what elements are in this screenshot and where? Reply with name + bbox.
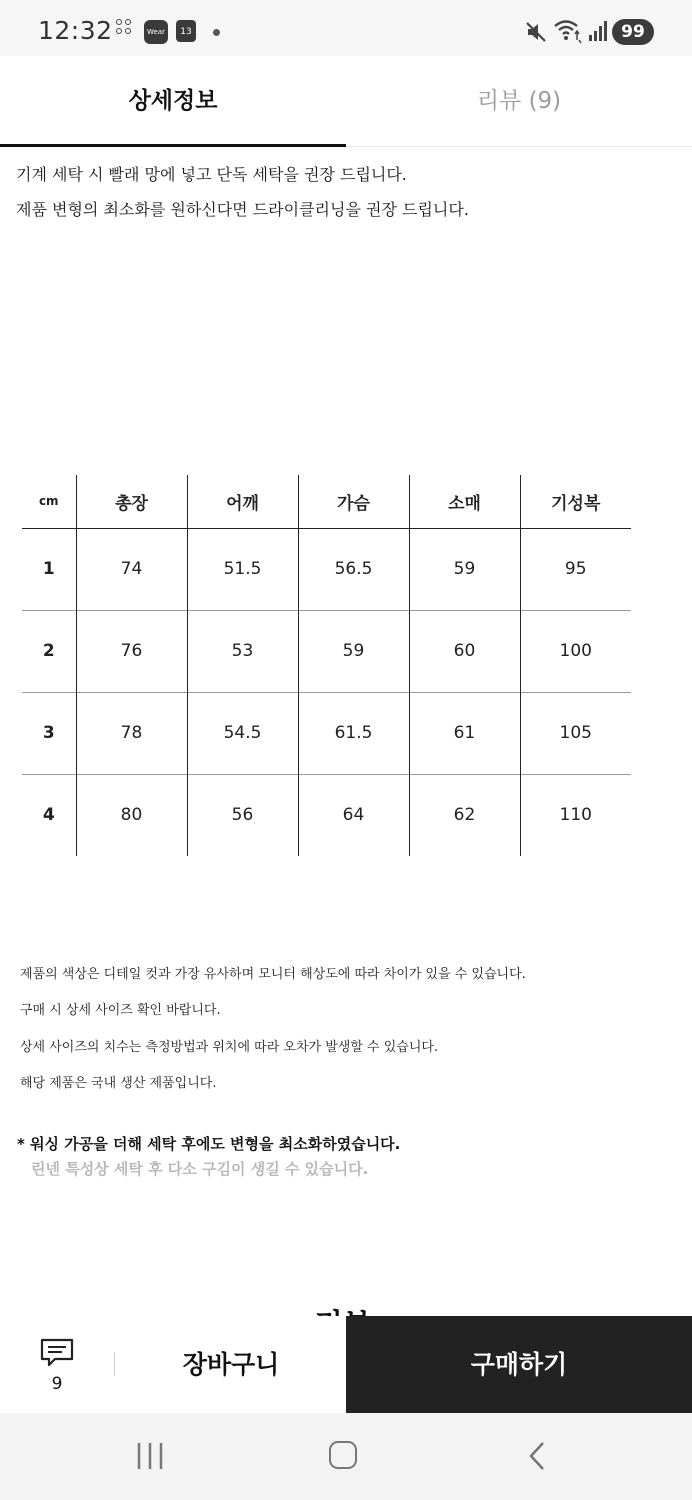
review-count: 9 [51, 1374, 63, 1394]
app-grid-icon [116, 19, 134, 37]
care-instruction: 제품 변형의 최소화를 원하신다면 드라이클리닝을 권장 드립니다. [16, 200, 469, 219]
size-table-header [22, 475, 631, 528]
table-row [22, 774, 631, 856]
table-cell: 54.5 [187, 692, 298, 774]
table-header-cell: cm [22, 475, 76, 528]
table-cell: 80 [76, 774, 187, 856]
home-icon[interactable] [329, 1441, 357, 1469]
care-instruction: 기계 세탁 시 빨래 망에 넣고 단독 세탁을 권장 드립니다. [16, 165, 407, 184]
review-button[interactable] [20, 1316, 96, 1413]
size-label: 1 [42, 559, 55, 579]
washing-subnote: 린넨 특성상 세탁 후 다소 구김이 생길 수 있습니다. [31, 1160, 369, 1178]
notification-dot-icon [213, 29, 220, 36]
product-note: 해당 제품은 국내 생산 제품입니다. [20, 1076, 217, 1091]
table-row [22, 528, 631, 610]
wear-app-icon: Wear [144, 20, 168, 44]
table-header-cell: 총장 [76, 475, 187, 528]
size-label: 3 [22, 692, 76, 774]
system-nav-bar [0, 1413, 692, 1500]
divider [114, 1352, 115, 1376]
size-label: 2 [22, 610, 76, 692]
product-note: 제품의 색상은 디테일 컷과 가장 유사하며 모니터 해상도에 따라 차이가 있을 수 있습니다. [20, 967, 526, 982]
table-cell: 59 [298, 610, 409, 692]
table-cell: 60 [409, 610, 520, 692]
table-cell: 53 [187, 610, 298, 692]
table-row [22, 692, 631, 774]
size-label: 4 [22, 774, 76, 856]
table-cell: 62 [409, 774, 520, 856]
table-cell: 76 [76, 610, 187, 692]
table-cell: 64 [298, 774, 409, 856]
table-cell: 100 [520, 610, 631, 692]
table-cell: 61 [409, 692, 520, 774]
table-header-cell: 소매 [409, 475, 520, 528]
calendar-icon: 13 [176, 20, 196, 42]
wifi-icon [553, 18, 583, 44]
size-table [22, 475, 631, 856]
table-cell: 78 [76, 692, 187, 774]
status-time: 12:32 [38, 16, 113, 45]
table-header-cell: 어깨 [187, 475, 298, 528]
tab-detail-info[interactable]: 상세정보 [0, 56, 346, 147]
table-cell: 56.5 [298, 528, 409, 610]
battery-badge: 99 [612, 19, 654, 45]
table-cell: 59 [409, 528, 520, 610]
table-cell: 95 [520, 528, 631, 610]
detail-tabs [0, 56, 692, 147]
add-to-cart-button[interactable]: 장바구니 [182, 1350, 280, 1379]
table-header-cell: 가슴 [298, 475, 409, 528]
washing-note: * 워싱 가공을 더해 세탁 후에도 변형을 최소화하였습니다. [17, 1135, 401, 1153]
recent-apps-icon[interactable] [136, 1441, 166, 1471]
table-cell: 51.5 [187, 528, 298, 610]
table-cell: 105 [520, 692, 631, 774]
mute-icon [525, 20, 547, 44]
signal-icon [588, 20, 608, 42]
table-cell: 110 [520, 774, 631, 856]
table-cell: 61.5 [298, 692, 409, 774]
product-note: 구매 시 상세 사이즈 확인 바랍니다. [20, 1003, 221, 1018]
product-note: 상세 사이즈의 치수는 측정방법과 위치에 따라 오차가 발생할 수 있습니다. [20, 1040, 439, 1055]
purchase-bar [0, 1316, 692, 1413]
status-bar [0, 0, 692, 56]
table-cell: 56 [187, 774, 298, 856]
tab-reviews[interactable]: 리뷰 (9) [476, 88, 562, 114]
comment-icon [40, 1338, 74, 1368]
table-header-cell: 기성복 [520, 475, 631, 528]
back-icon[interactable] [527, 1441, 547, 1471]
buy-now-button[interactable]: 구매하기 [346, 1316, 692, 1413]
table-row [22, 610, 631, 692]
table-cell: 74 [76, 528, 187, 610]
